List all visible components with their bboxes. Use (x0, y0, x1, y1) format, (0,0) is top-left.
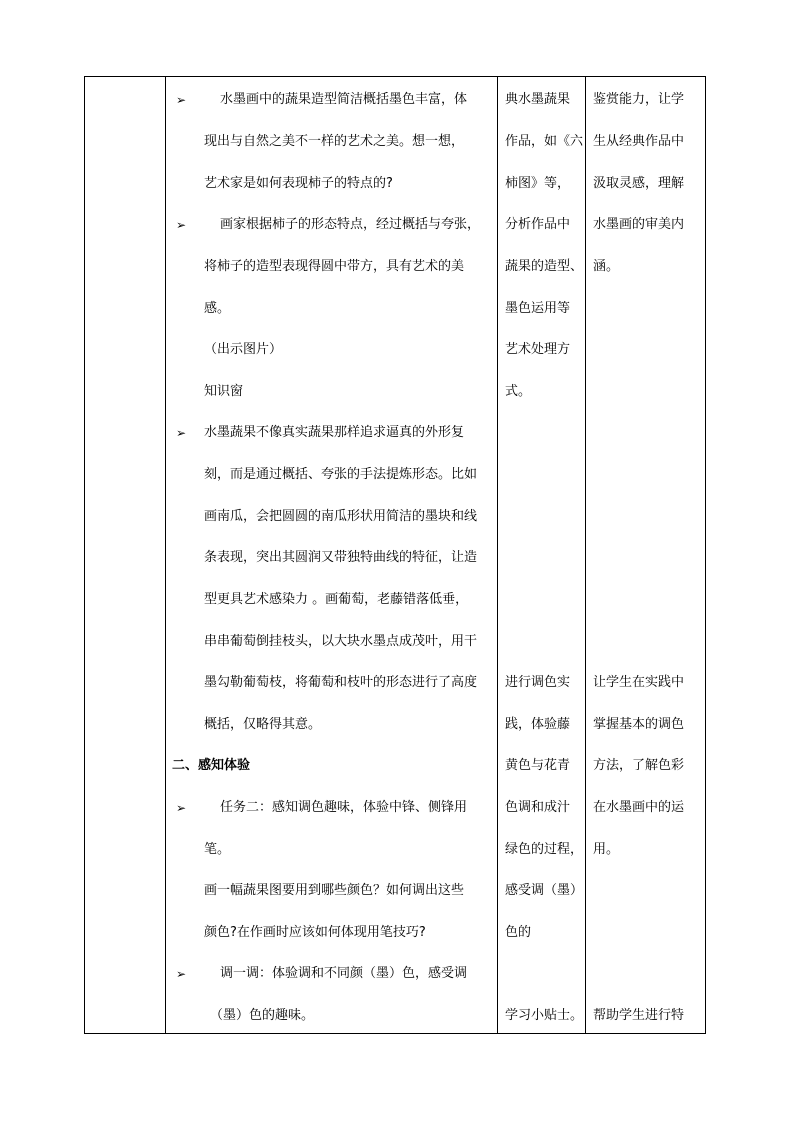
activity-text-line: 墨色运用等 (505, 301, 571, 316)
process-text-line: 现出与自然之美不一样的艺术之美。想一想， (204, 134, 465, 149)
activity-text-line: 式。 (505, 384, 532, 399)
activity-text-line: 践，体验藤 (505, 717, 571, 732)
intent-text-line: 用。 (593, 842, 620, 857)
process-text-line: 水墨蔬果不像真实蔬果那样追求逼真的外形复 (204, 425, 465, 440)
intent-text-line: 涵。 (593, 259, 620, 274)
bullet-arrow-icon: ➢ (176, 967, 187, 981)
process-text-line: 颜色?在作画时应该如何体现用笔技巧? (204, 925, 426, 940)
intent-text-line: 帮助学生进行特 (593, 1008, 685, 1023)
activity-text-line: 柿图》等， (505, 176, 571, 191)
activity-text-line: 学习小贴士。 (505, 1008, 584, 1023)
activity-text-line: 蔬果的造型、 (505, 259, 584, 274)
column-divider-1 (165, 76, 166, 1034)
process-text-line: 调一调：体验调和不同颜（墨）色，感受调 (220, 966, 468, 981)
process-text-line: 画南瓜，会把圆圆的南瓜形状用简洁的墨块和线 (204, 509, 478, 524)
process-text-line: 型更具艺术感染力 。画葡萄，老藤错落低垂， (204, 592, 469, 607)
bullet-arrow-icon: ➢ (176, 426, 187, 440)
process-text-line: 串串葡萄倒挂枝头，以大块水墨点成茂叶，用干 (204, 634, 478, 649)
process-text-line: 刻，而是通过概括、夸张的手法提炼形态。比如 (204, 467, 478, 482)
process-text-line: 画一幅蔬果图要用到哪些颜色？如何调出这些 (204, 883, 465, 898)
activity-text-line: 作品，如《六 (505, 134, 584, 149)
activity-text-line: 绿色的过程， (505, 842, 584, 857)
process-text-line: （墨）色的趣味。 (210, 1008, 315, 1023)
table-bottom-border (84, 1033, 706, 1034)
column-divider-2 (497, 76, 498, 1034)
process-text-line: 感。 (204, 301, 231, 316)
process-text-line: （出示图片） (204, 342, 283, 357)
process-text-line: 艺术家是如何表现柿子的特点的? (204, 176, 393, 191)
process-text-line: 知识窗 (204, 384, 244, 399)
intent-text-line: 方法，了解色彩 (593, 758, 685, 773)
activity-text-line: 典水墨蔬果 (505, 92, 571, 107)
activity-text-line: 色的 (505, 925, 532, 940)
process-text-line: 水墨画中的蔬果造型简洁概括墨色丰富，体 (220, 92, 468, 107)
activity-text-line: 感受调（墨） (505, 883, 584, 898)
bullet-arrow-icon: ➢ (176, 93, 187, 107)
intent-text-line: 掌握基本的调色 (593, 717, 685, 732)
table-top-border (84, 76, 706, 77)
bullet-arrow-icon: ➢ (176, 218, 187, 232)
process-text-line: 任务二：感知调色趣味，体验中锋、侧锋用 (220, 800, 468, 815)
activity-text-line: 进行调色实 (505, 675, 571, 690)
section-heading: 二、感知体验 (172, 758, 251, 773)
process-text-line: 墨勾勒葡萄枝，将葡萄和枝叶的形态进行了高度 (204, 675, 478, 690)
bullet-arrow-icon: ➢ (176, 801, 187, 815)
activity-text-line: 色调和成汁 (505, 800, 571, 815)
column-divider-3 (585, 76, 586, 1034)
process-text-line: 笔。 (204, 842, 231, 857)
intent-text-line: 鉴赏能力，让学 (593, 92, 685, 107)
table-right-border (705, 76, 706, 1034)
process-text-line: 画家根据柿子的形态特点，经过概括与夸张， (220, 217, 481, 232)
activity-text-line: 分析作品中 (505, 217, 571, 232)
table-left-border (84, 76, 85, 1034)
intent-text-line: 生从经典作品中 (593, 134, 685, 149)
activity-text-line: 黄色与花青 (505, 758, 571, 773)
process-text-line: 概括，仅略得其意。 (204, 717, 322, 732)
intent-text-line: 在水墨画中的运 (593, 800, 685, 815)
activity-text-line: 艺术处理方 (505, 342, 571, 357)
intent-text-line: 水墨画的审美内 (593, 217, 685, 232)
intent-text-line: 让学生在实践中 (593, 675, 685, 690)
process-text-line: 将柿子的造型表现得圆中带方，具有艺术的美 (204, 259, 465, 274)
intent-text-line: 汲取灵感，理解 (593, 176, 685, 191)
process-text-line: 条表现，突出其圆润又带独特曲线的特征，让造 (204, 550, 478, 565)
